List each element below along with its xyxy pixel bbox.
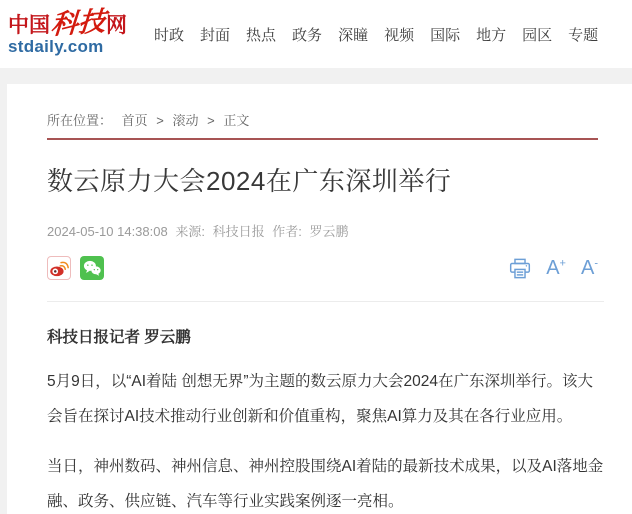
font-smaller-letter: A: [580, 257, 595, 279]
main-nav: [154, 18, 598, 51]
site-logo-chinese: [8, 6, 127, 41]
nav-item-fengmian[interactable]: 封面: [200, 26, 231, 44]
weibo-glyph: [49, 258, 69, 278]
nav-item-guoji[interactable]: 国际: [430, 26, 461, 44]
breadcrumb-current: 正文: [223, 113, 250, 128]
nav-item-zhuanti[interactable]: 专题: [568, 26, 599, 44]
share-toolbar: [47, 256, 598, 280]
article-paragraph: 当日，神州数码、神州信息、神州控股围绕AI着陆的最新技术成果，以及AI落地金融、政务、供应链、汽车等行业实践案例逐一亮相。: [47, 458, 604, 510]
site-header: [0, 0, 632, 68]
weibo-share-icon[interactable]: [47, 256, 71, 280]
printer-icon[interactable]: [509, 258, 531, 279]
article-meta: [47, 221, 598, 240]
article-card: [7, 84, 632, 514]
breadcrumb-home[interactable]: 首页: [121, 113, 148, 128]
content-divider: [47, 301, 604, 302]
nav-item-shentong[interactable]: 深瞳: [338, 26, 369, 44]
article-source-label: 来源:: [175, 224, 205, 239]
nav-item-shipin[interactable]: 视频: [384, 26, 415, 44]
article-paragraph: 5月9日，以“AI着陆 创想无界”为主题的数云原力大会2024在广东深圳举行。该大会旨在探讨AI技术推动行业创新和价值重构，聚焦AI算力及其在各行业应用。: [47, 373, 593, 425]
breadcrumb-scroll[interactable]: 滚动: [172, 113, 199, 128]
article-author-label: 作者:: [272, 224, 302, 239]
article-datetime: 2024-05-10 14:38:08: [47, 224, 168, 239]
nav-item-yuanqu[interactable]: 园区: [522, 26, 553, 44]
logo-text-left: 中国: [8, 13, 50, 37]
breadcrumb: [47, 110, 598, 129]
nav-item-redian[interactable]: 热点: [246, 26, 277, 44]
breadcrumb-separator: >: [207, 113, 215, 128]
plus-sign: +: [559, 257, 566, 270]
reporter-byline: 科技日报记者 罗云鹏: [47, 329, 191, 346]
font-smaller-button[interactable]: [581, 258, 598, 278]
site-logo-domain: stdaily.com: [8, 36, 104, 56]
nav-item-shizheng[interactable]: 时政: [154, 26, 185, 44]
minus-sign: -: [594, 257, 598, 270]
share-icons: [47, 256, 104, 280]
logo-text-right: 网: [106, 13, 127, 37]
article-tools: [509, 258, 598, 279]
article-source: 科技日报: [212, 224, 265, 239]
printer-glyph: [509, 258, 531, 279]
font-larger-letter: A: [546, 257, 560, 279]
site-logo[interactable]: [8, 6, 127, 56]
breadcrumb-rule: [47, 138, 598, 140]
breadcrumb-separator: >: [156, 113, 164, 128]
nav-item-difang[interactable]: 地方: [476, 26, 507, 44]
page-background: [0, 68, 632, 514]
logo-script-text: 科技: [49, 6, 107, 41]
wechat-share-icon[interactable]: [80, 256, 104, 280]
font-larger-button[interactable]: [546, 258, 566, 278]
article-author: 罗云鹏: [309, 224, 349, 239]
nav-item-zhengwu[interactable]: 政务: [292, 26, 323, 44]
article-title: 数云原力大会2024在广东深圳举行: [47, 166, 452, 196]
breadcrumb-label: 所在位置：: [47, 113, 113, 128]
wechat-glyph: [82, 258, 102, 278]
